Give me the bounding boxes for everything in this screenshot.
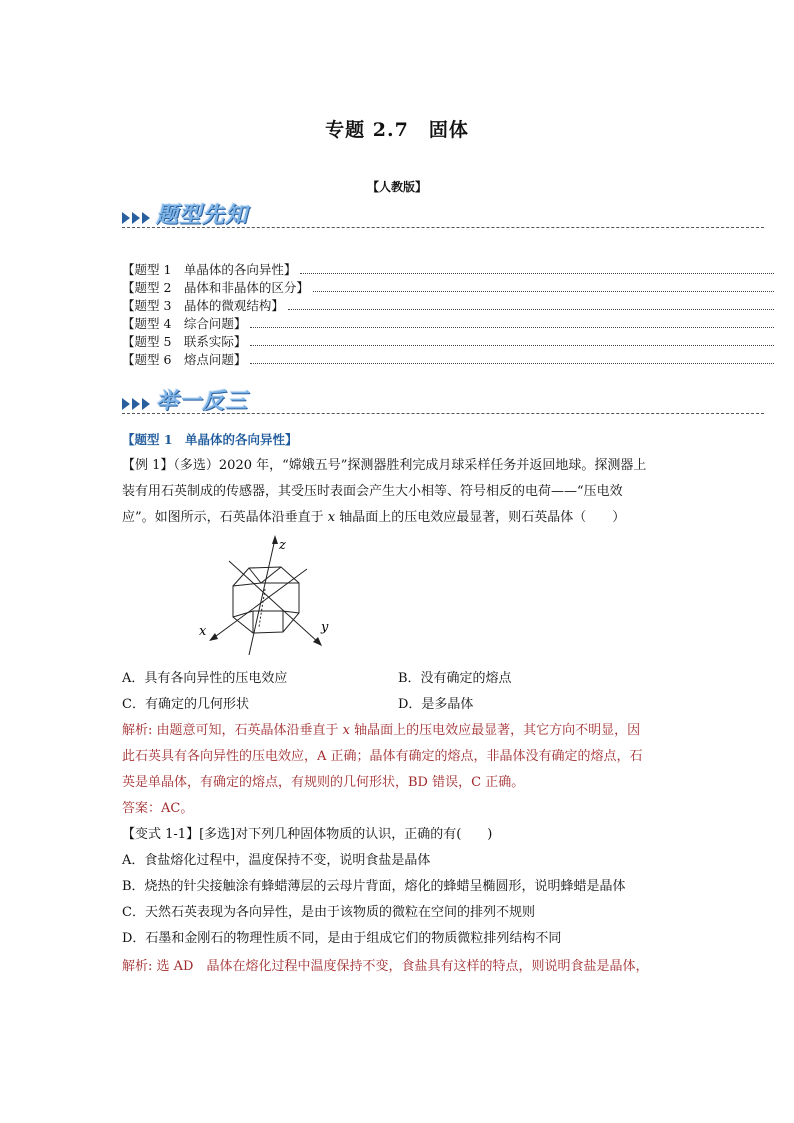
quartz-crystal-figure xyxy=(122,531,678,666)
toc-item[interactable]: 【题型 1 单晶体的各向异性】 xyxy=(122,260,774,278)
section-content xyxy=(122,427,678,980)
analysis-line: 此石英具有各向异性的压电效应，A 正确；晶体有确定的熔点，非晶体没有确定的熔点，石 xyxy=(122,749,643,764)
toc-leader xyxy=(250,353,774,364)
y-axis-label: y xyxy=(321,620,329,635)
variant-question: 【变式 1-1】[多选]对下列几种固体物质的认识，正确的有( ) xyxy=(122,827,493,842)
banner-divider xyxy=(122,413,764,414)
analysis-line: 英是单晶体，有确定的熔点，有规则的几何形状，BD 错误，C 正确。 xyxy=(122,775,525,790)
variant-option-c[interactable]: C．天然石英表现为各向异性，是由于该物质的微粒在空间的排列不规则 xyxy=(122,905,535,920)
x-axis-line xyxy=(212,569,307,639)
option-d[interactable]: D．是多晶体 xyxy=(398,697,474,712)
toc-leader xyxy=(250,317,774,328)
variant-option-a[interactable]: A．食盐熔化过程中，温度保持不变，说明食盐是晶体 xyxy=(122,853,431,868)
answer-line: 答案：AC。 xyxy=(122,801,194,816)
banner-examples-text: 举一反三 xyxy=(156,389,249,414)
page-title: 专题 2.7 固体 xyxy=(325,119,469,141)
quartz-crystal-diagram xyxy=(197,531,337,661)
toc-item[interactable]: 【题型 5 联系实际】 xyxy=(122,332,774,350)
options-row xyxy=(122,692,678,718)
toc-item[interactable]: 【题型 4 综合问题】 xyxy=(122,314,774,332)
toc-leader xyxy=(313,281,774,292)
banner-overview-text: 题型先知 xyxy=(156,203,249,228)
options-row xyxy=(122,666,678,692)
triple-arrow-icon xyxy=(122,212,156,224)
variant-option-d[interactable]: D．石墨和金刚石的物理性质不同，是由于组成它们的物质微粒排列结构不同 xyxy=(122,931,562,946)
section-heading: 【题型 1 单晶体的各向异性】 xyxy=(122,432,298,447)
x-axis-label: x xyxy=(199,624,207,639)
z-axis-label: z xyxy=(279,538,286,553)
y-axis-line xyxy=(229,561,319,643)
table-of-contents xyxy=(122,260,774,368)
toc-item[interactable]: 【题型 3 晶体的微观结构】 xyxy=(122,296,774,314)
triple-arrow-icon xyxy=(122,398,156,410)
banner-divider xyxy=(122,227,764,228)
z-axis-line xyxy=(249,539,275,655)
toc-item[interactable]: 【题型 6 熔点问题】 xyxy=(122,350,774,368)
variant-analysis: 解析: 选 AD 晶体在熔化过程中温度保持不变，食盐具有这样的特点，则说明食盐是晶体， xyxy=(122,959,649,974)
option-c[interactable]: C．有确定的几何形状 xyxy=(122,697,249,712)
toc-leader xyxy=(300,263,774,274)
x-axis-arrow xyxy=(209,633,218,641)
banner-examples xyxy=(122,386,764,416)
banner-overview xyxy=(122,200,764,230)
toc-leader xyxy=(250,335,774,346)
example-line: 应”。如图所示，石英晶体沿垂直于 x 轴晶面上的压电效应最显著，则石英晶体（ ） xyxy=(122,510,626,525)
toc-item[interactable]: 【题型 2 晶体和非晶体的区分】 xyxy=(122,278,774,296)
option-b[interactable]: B．没有确定的熔点 xyxy=(398,671,512,686)
toc-leader xyxy=(288,299,774,310)
example-line: 装有用石英制成的传感器，其受压时表面会产生大小相等、符号相反的电荷——“压电效 xyxy=(122,484,623,499)
variant-option-b[interactable]: B．烧热的针尖接触涂有蜂蜡薄层的云母片背面，熔化的蜂蜡呈椭圆形，说明蜂蜡是晶体 xyxy=(122,879,626,894)
analysis-line: 解析: 由题意可知，石英晶体沿垂直于 x 轴晶面上的压电效应最显著，其它方向不明显，因 xyxy=(122,723,641,738)
edition-label: 【人教版】 xyxy=(366,180,427,194)
option-a[interactable]: A．具有各向异性的压电效应 xyxy=(122,671,288,686)
z-axis-arrow xyxy=(272,535,278,544)
example-line: 【例 1】（多选）2020 年，“嫦娥五号”探测器胜利完成月球采样任务并返回地球。探测器上 xyxy=(122,458,647,473)
